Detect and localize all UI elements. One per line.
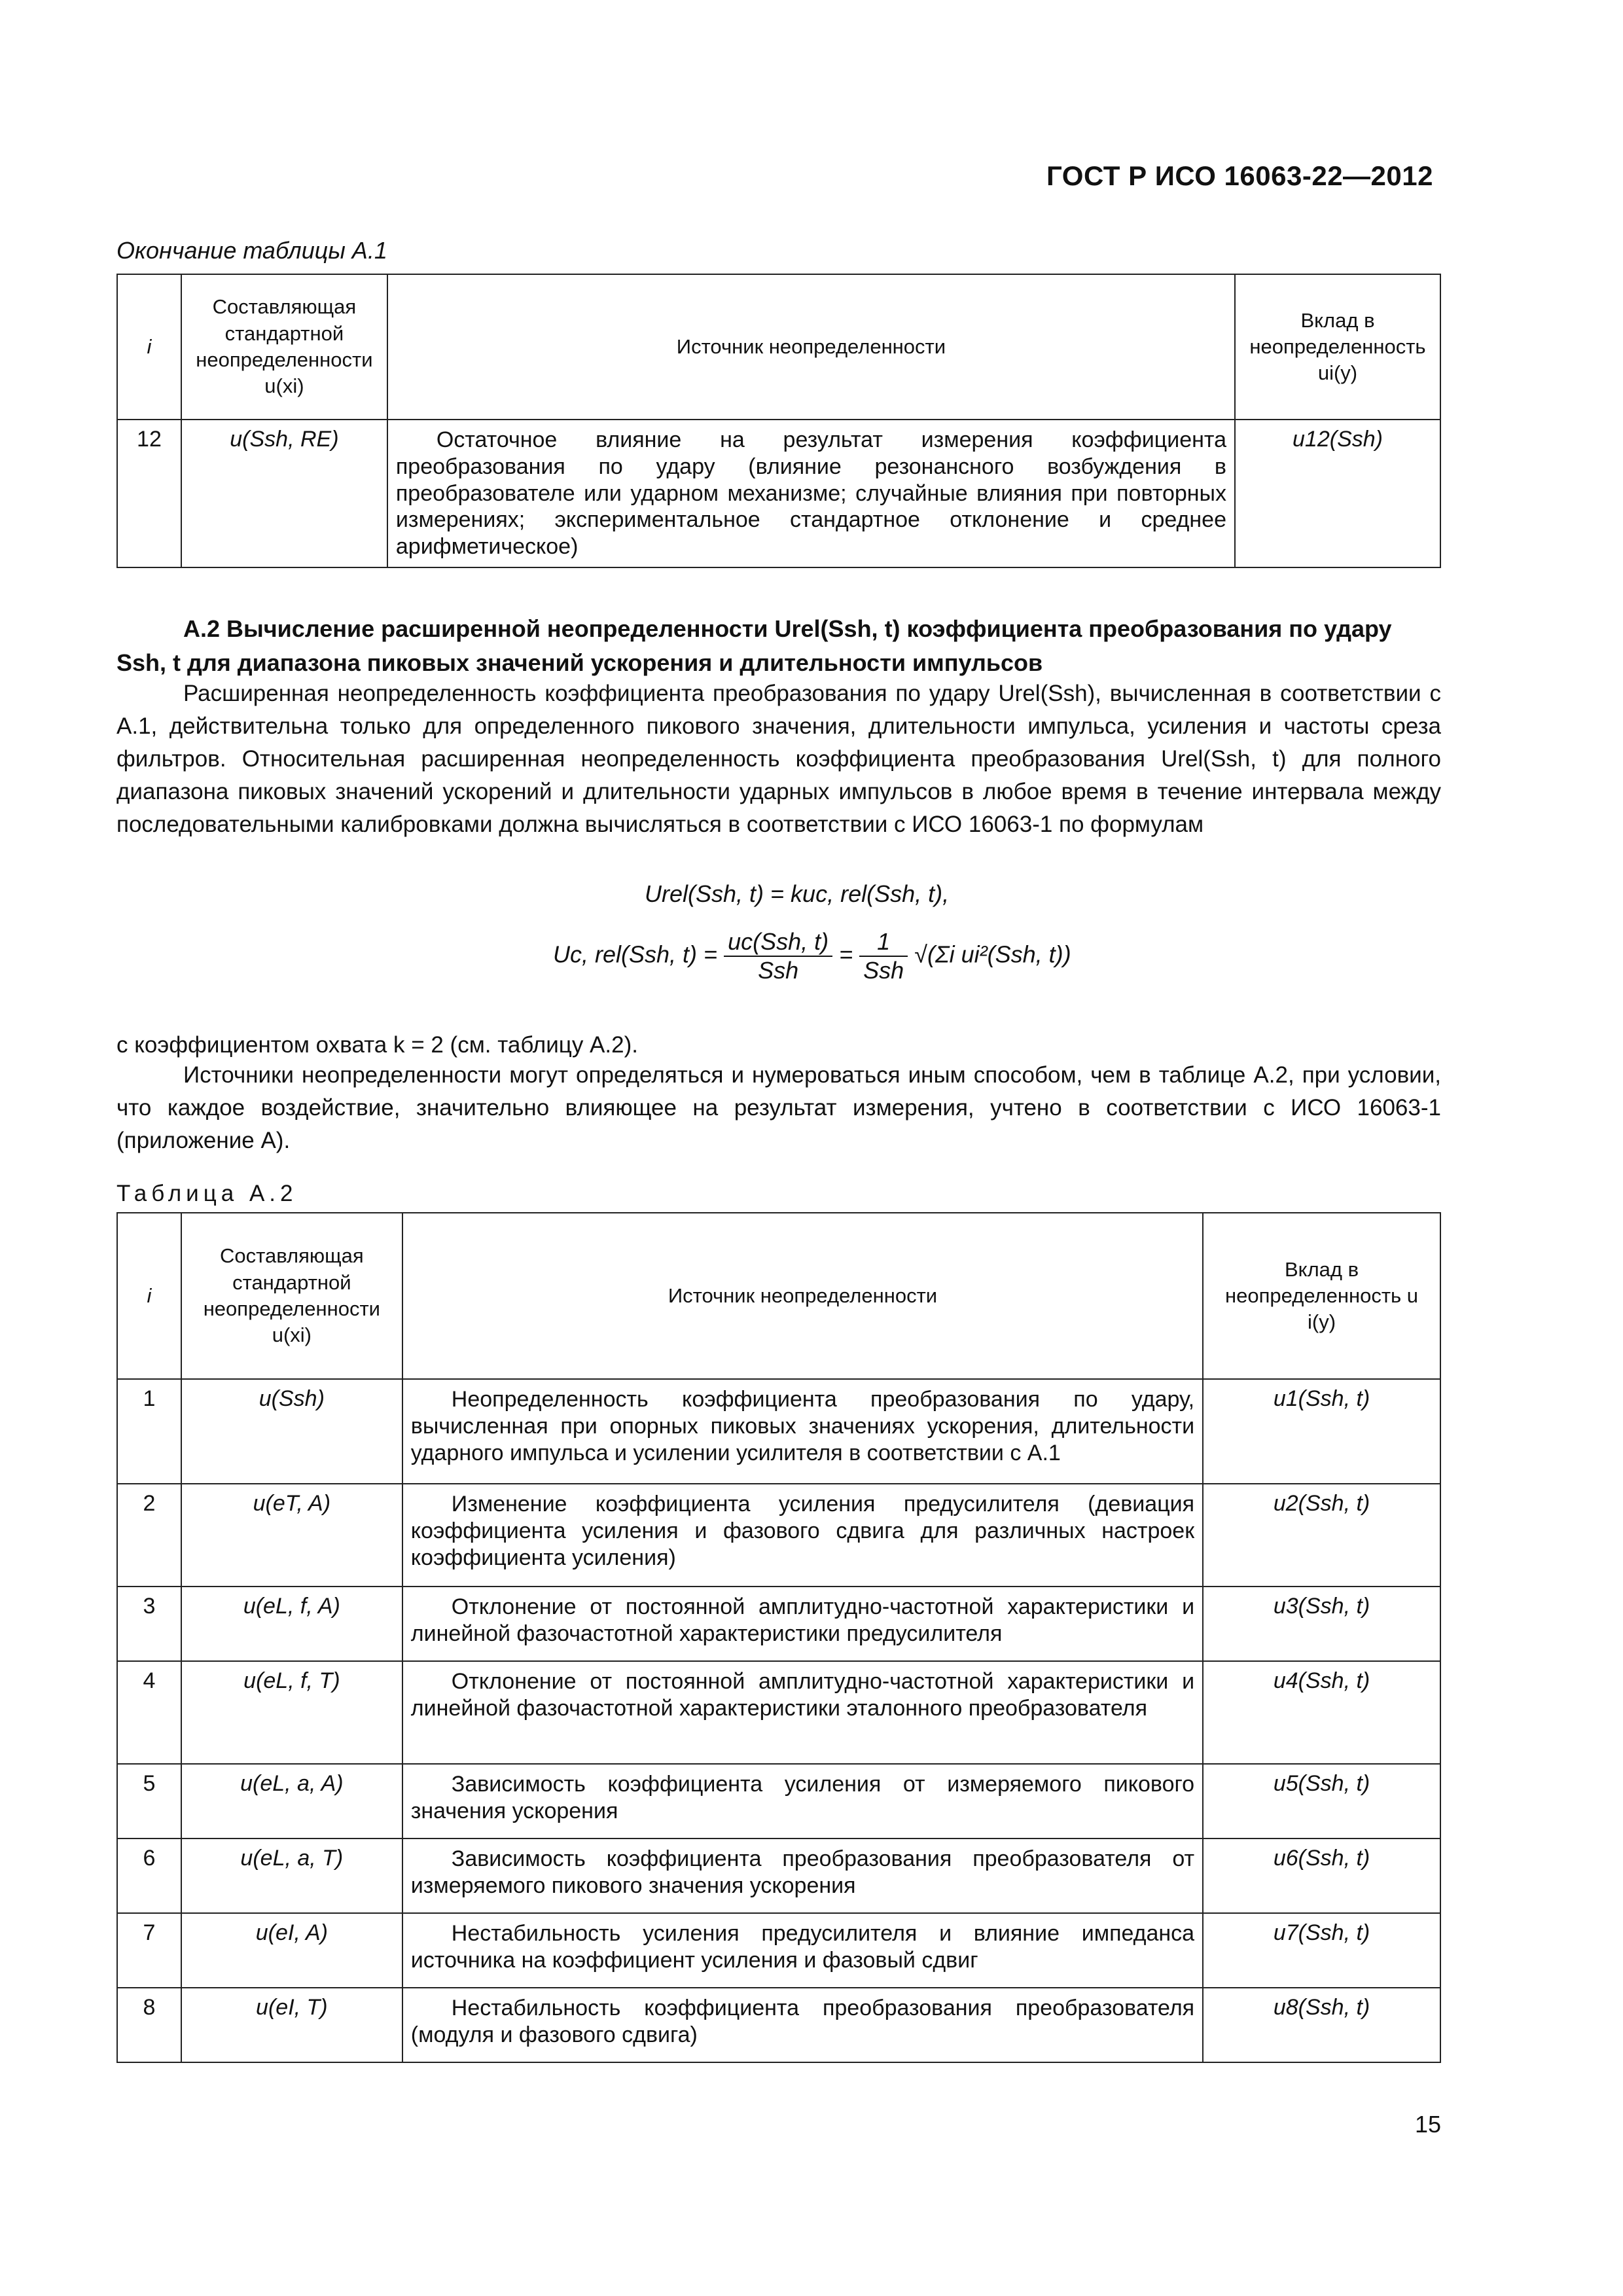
table-row [117,1661,1440,1764]
col-header-component: Составляющая стандартной неопределенности u(xi) [181,1213,402,1379]
paragraph-1: Расширенная неопределенность коэффициента преобразования по удару Urel(Ssh), вычисленная в соответствии с А.1, действительна только для определенного пикового значения, длительности импульса, усиления и частоты среза фильтров. Относительная расширенная неопределенность коэффициента преобразования Urel(Ssh, t) для полного диапазона пиковых значений ускорений и длительности ударных импульсов в любое время в течение интервала между последовательными калибровками должна вычисляться в соответствии с ИСО 16063-1 по формулам [116,681,1441,838]
row-component: u(eL, a, A) [181,1764,402,1839]
formula-2-lhs: Uc, rel(Ssh, t) = [553,941,718,968]
row-component: u(eL, f, T) [181,1661,402,1764]
row-component: u(eI, A) [181,1913,402,1988]
col-header-source: Источник неопределенности [402,1213,1203,1379]
row-component: u(eI, T) [181,1988,402,2062]
col-header-i: i [117,1213,181,1379]
row-index: 5 [117,1764,181,1839]
row-component: u(eL, a, T) [181,1839,402,1913]
col-header-source: Источник неопределенности [387,274,1235,420]
document-code: ГОСТ Р ИСО 16063-22—2012 [1046,160,1433,191]
row-contribution: u12(Ssh) [1235,420,1440,567]
col-header-contribution: Вклад в неопределенность ui(y) [1235,274,1440,420]
table-row [117,1484,1440,1587]
table-row [117,1587,1440,1661]
col-header-component: Составляющая стандартной неопределенности u(xi) [181,274,387,420]
col-header-contribution: Вклад в неопределенность u i(y) [1203,1213,1440,1379]
table-header-row [117,274,1440,420]
row-source: Отклонение от постоянной амплитудно-частотной характеристики и линейной фазочастотной характеристики предусилителя [402,1587,1203,1661]
paragraph-2: с коэффициентом охвата k = 2 (см. таблицу А.2). [116,1032,638,1058]
row-contribution: u4(Ssh, t) [1203,1661,1440,1764]
formula-2-fraction-1: $\frac{\text{uc(Ssh, t)}}{\text{Ssh}}$ [724,928,832,984]
row-index: 12 [117,420,181,567]
row-component: u(eT, A) [181,1484,402,1587]
formula-1: Urel(Ssh, t) = kuc, rel(Ssh, t), [645,880,950,907]
row-source: Зависимость коэффициента усиления от измеряемого пикового значения ускорения [402,1764,1203,1839]
formula-2-root: √(Σi ui²(Ssh, t)) [914,941,1071,968]
row-component: u(Ssh, RE) [181,420,387,567]
table-row [117,1379,1440,1484]
table-row [117,1988,1440,2062]
row-source: Нестабильность коэффициента преобразования преобразователя (модуля и фазового сдвига) [402,1988,1203,2062]
row-index: 3 [117,1587,181,1661]
row-index: 2 [117,1484,181,1587]
table-label: Таблица А.2 [116,1181,298,1206]
row-index: 8 [117,1988,181,2062]
row-contribution: u7(Ssh, t) [1203,1913,1440,1988]
table-row [117,1764,1440,1839]
paragraph-3: Источники неопределенности могут определяться и нумероваться иным способом, чем в таблице А.2, при условии, что каждое воздействие, значительно влияющее на результат измерения, учтено в соответствии с ИСО 16063-1 (приложение А). [116,1062,1441,1154]
row-source: Остаточное влияние на результат измерения коэффициента преобразования по удару (влияние резонансного возбуждения в преобразователе или ударном механизме; случайные влияния при повторных измерениях; экспериментальное стандартное отклонение и среднее арифметическое) [387,420,1235,567]
row-index: 6 [117,1839,181,1913]
row-source: Зависимость коэффициента преобразования преобразователя от измеряемого пикового значения ускорения [402,1839,1203,1913]
row-contribution: u8(Ssh, t) [1203,1988,1440,2062]
row-contribution: u2(Ssh, t) [1203,1484,1440,1587]
table-row [117,1839,1440,1913]
row-component: u(eL, f, A) [181,1587,402,1661]
row-contribution: u1(Ssh, t) [1203,1379,1440,1484]
page-number: 15 [1414,2111,1441,2138]
row-contribution: u5(Ssh, t) [1203,1764,1440,1839]
row-index: 4 [117,1661,181,1764]
row-component: u(Ssh) [181,1379,402,1484]
table-row [117,420,1440,567]
formula-2: Uc, rel(Ssh, t) = $\frac{\text{uc(Ssh, t)}}{\text{Ssh}}$ = $\frac{1}{\text{Ssh}}$ √(Σi ui²(Ssh, t)) [553,928,1071,984]
formula-2-fraction-2: $\frac{1}{\text{Ssh}}$ [859,928,908,984]
row-source: Неопределенность коэффициента преобразования по удару, вычисленная при опорных пиковых значениях ускорения, длительности ударного импульса и усилении усилителя в соответствии с А.1 [402,1379,1203,1484]
table-a1-end [116,274,1441,568]
row-contribution: u3(Ssh, t) [1203,1587,1440,1661]
col-header-i: i [117,274,181,420]
table-a2 [116,1212,1441,2063]
row-source: Отклонение от постоянной амплитудно-частотной характеристики и линейной фазочастотной характеристики эталонного преобразователя [402,1661,1203,1764]
row-index: 1 [117,1379,181,1484]
table-continuation-caption: Окончание таблицы А.1 [116,237,387,264]
row-contribution: u6(Ssh, t) [1203,1839,1440,1913]
row-source: Изменение коэффициента усиления предусилителя (девиация коэффициента усиления и фазового сдвига для различных настроек коэффициента усиления) [402,1484,1203,1587]
table-row [117,1913,1440,1988]
section-title: А.2 Вычисление расширенной неопределенности Urel(Ssh, t) коэффициента преобразования по удару Ssh, t для диапазона пиковых значений ускорения и длительности импульсов [116,615,1392,677]
row-source: Нестабильность усиления предусилителя и влияние импеданса источника на коэффициент усиления и фазовый сдвиг [402,1913,1203,1988]
row-index: 7 [117,1913,181,1988]
table-header-row [117,1213,1440,1379]
